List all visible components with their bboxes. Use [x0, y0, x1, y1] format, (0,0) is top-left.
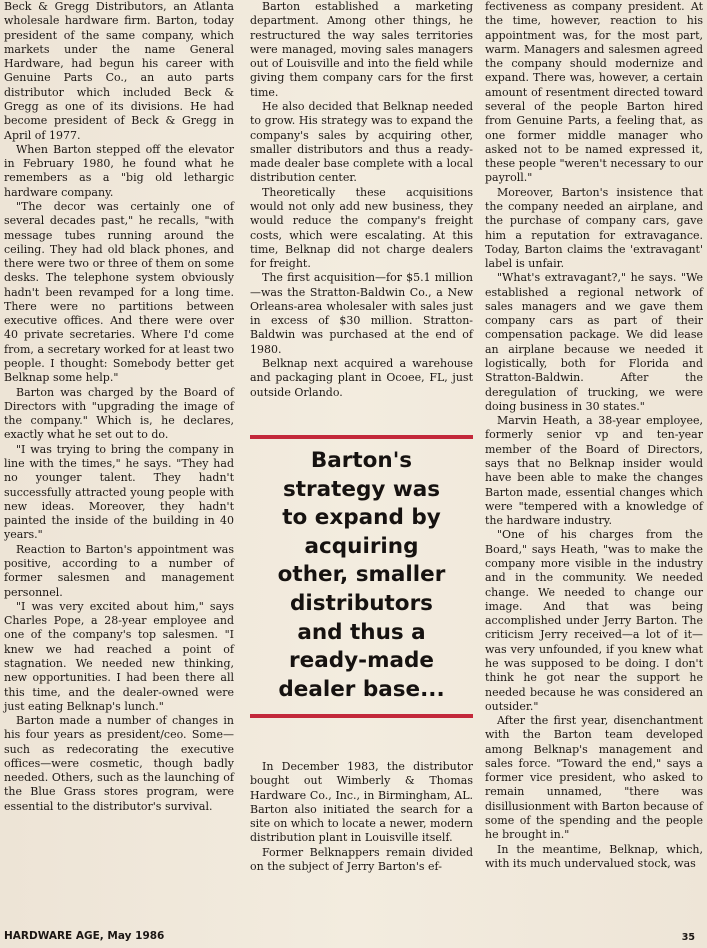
publication-name: HARDWARE AGE, May 1986 — [4, 930, 165, 942]
pull-quote-line: and thus a — [297, 619, 426, 645]
paragraph: Former Belknappers remain divided on the subject of Jerry Barton's ef- — [250, 845, 473, 873]
paragraph: Moreover, Barton's insistence that the company needed an airplane, and the purchase of company cars, gave him a reputation for extravagance. Today, Barton claims the 'extravagant' label is unfair. — [485, 185, 703, 271]
article-column-2 — [250, 0, 473, 400]
pull-quote-line: ready-made — [289, 648, 434, 674]
paragraph: "What's extravagant?," he says. "We established a regional network of sales managers and we gave them company cars as part of their compensation package. We did lease an airplane because we needed it logistically, both for Florida and Stratton-Baldwin. After the deregulation of trucking, we were doing business in 30 states." — [485, 271, 703, 413]
paragraph: Barton made a number of changes in his four years as president/ceo. Some—such as redecorating the executive offices—were cosmetic, though badly needed. Others, such as the launching of the Blue Grass stores program, were essential to the distributor's survival. — [4, 714, 234, 813]
paragraph: fectiveness as company president. At the time, however, reaction to his appointment was, for the most part, warm. Managers and salesmen agreed the company should modernize and expand. There was, however, a certain amount of resentment directed toward several of the people Barton hired from Genuine Parts, a feeling that, as one former middle manager who asked not to be named expressed it, these people "weren't necessary to our payroll." — [485, 0, 703, 185]
article-column-1 — [4, 0, 234, 814]
pull-quote-line: other, smaller — [277, 562, 446, 588]
paragraph: Reaction to Barton's appointment was positive, according to a number of former salesmen and management personnel. — [4, 542, 234, 599]
paragraph: He also decided that Belknap needed to grow. His strategy was to expand the company's sales by acquiring other, smaller distributors and thus a ready-made dealer base complete with a local distribution center. — [250, 99, 473, 185]
pull-quote-line: distributors — [290, 590, 433, 616]
paragraph: Belknap next acquired a warehouse and packaging plant in Ocoee, FL, just outside Orlando. — [250, 357, 473, 399]
paragraph: Barton was charged by the Board of Directors with "upgrading the image of the company." Which is, he declares, exactly what he set out to do. — [4, 385, 234, 442]
article-column-2-continued — [250, 760, 473, 874]
paragraph: Beck & Gregg Distributors, an Atlanta wholesale hardware firm. Barton, today president of the same company, which markets under the name General Hardware, had begun his career with Genuine Parts Co., an auto parts distributor which included Beck & Gregg as one of its divisions. He had become president of Beck & Gregg in April of 1977. — [4, 0, 234, 142]
pull-quote-line: Barton's — [310, 448, 413, 473]
paragraph: Marvin Heath, a 38-year employee, formerly senior vp and ten-year member of the Board of Directors, says that no Belknap insider would have been able to make the changes Barton made, essential changes which were "tempered with a knowledge of the hardware industry. — [485, 414, 703, 528]
pull-quote-line: strategy was — [282, 476, 441, 502]
pull-quote — [250, 435, 473, 718]
paragraph: "The decor was certainly one of several decades past," he recalls, "with message tubes running around the ceiling. They had old black phones, and there were two or three of them on some desks. The telephone system obviously hadn't been revamped for a long time. There were no partitions between executive offices. And there were over 40 private secretaries. Where I'd come from, a secretary worked for at least two people. I thought: Somebody better get Belknap some help." — [4, 199, 234, 385]
page-footer — [0, 928, 707, 948]
paragraph: "One of his charges from the Board," says Heath, "was to make the company more visible in the industry and in the community. We needed change. We needed to change our image. And that was being accomplished under Jerry Barton. The criticism Jerry received—a lot of it—was very unfounded, if you knew what he was supposed to be doing. I don't think he got near the support he needed because he was considered an outsider." — [485, 528, 703, 713]
article-column-3 — [485, 0, 703, 871]
page-number: 35 — [681, 932, 695, 943]
pull-quote-line: dealer base... — [278, 676, 445, 702]
paragraph: In the meantime, Belknap, which, with its much undervalued stock, was — [485, 842, 703, 870]
paragraph: "I was very excited about him," says Charles Pope, a 28-year employee and one of the company's top salesmen. "I knew we had reached a point of stagnation. We needed new thinking, new opportunities. I had been there all this time, and the dealer-owned were just eating Belknap's lunch." — [4, 599, 234, 713]
paragraph: "I was trying to bring the company in line with the times," he says. "They had no younger talent. They hadn't successfully attracted young people with new ideas. Moreover, they hadn't painted the inside of the building in 40 years." — [4, 442, 234, 542]
paragraph: When Barton stepped off the elevator in February 1980, he found what he remembers as a "big old lethargic hardware company. — [4, 142, 234, 199]
paragraph: Barton established a marketing department. Among other things, he restructured the way sales territories were managed, moving sales managers out of Louisville and into the field while giving them company cars for the first time. — [250, 0, 473, 99]
pull-quote-line: to expand by — [282, 505, 441, 531]
paragraph: In December 1983, the distributor bought out Wimberly & Thomas Hardware Co., Inc., in Birmingham, AL. Barton also initiated the search for a site on which to locate a newer, modern distribution plant in Louisville itself. — [250, 760, 473, 845]
paragraph: After the first year, disenchantment with the Barton team developed among Belknap's management and sales force. "Toward the end," says a former vice president, who asked to remain unnamed, "there was disillusionment with Barton because of some of the spending and the people he brought in." — [485, 714, 703, 842]
paragraph: The first acquisition—for $5.1 million—was the Stratton-Baldwin Co., a New Orleans-area wholesaler with sales just in excess of $30 million. Stratton-Baldwin was purchased at the end of 1980. — [250, 271, 473, 356]
paragraph: Theoretically these acquisitions would not only add new business, they would reduce the company's freight costs, which were escalating. At this time, Belknap did not charge dealers for freight. — [250, 185, 473, 271]
pull-quote-line: acquiring — [304, 533, 419, 559]
